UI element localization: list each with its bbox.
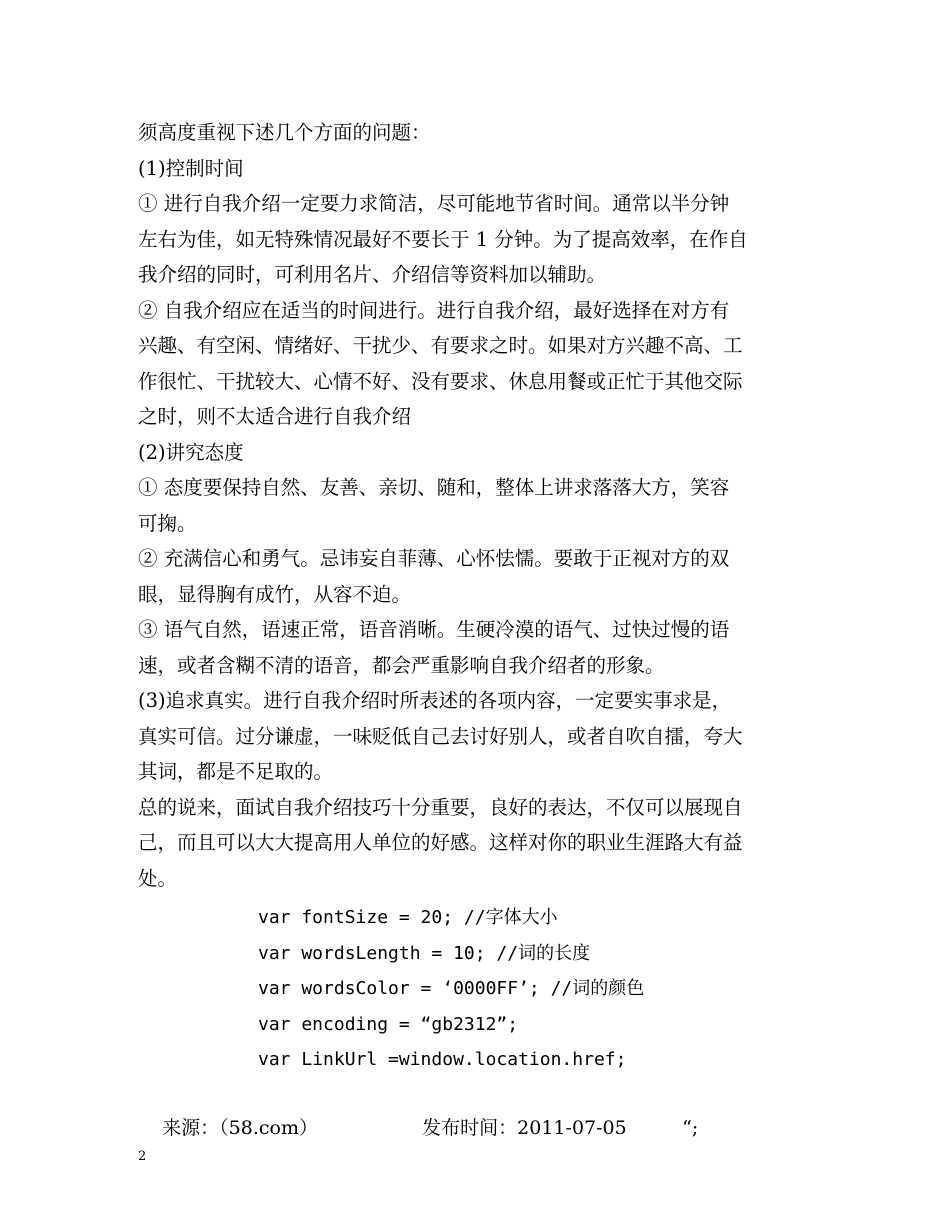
text-line: 左右为佳，如无特殊情况最好不要长于 1 分钟。为了提高效率，在作自 (138, 227, 748, 251)
text-line: 我介绍的同时，可利用名片、介绍信等资料加以辅助。 (138, 263, 607, 286)
text-line: 兴趣、有空闲、情绪好、干扰少、有要求之时。如果对方兴趣不高、工 (138, 334, 743, 357)
text-line: 己，而且可以大大提高用人单位的好感。这样对你的职业生涯路大有益 (138, 831, 743, 854)
text-line: ① 态度要保持自然、友善、亲切、随和，整体上讲求落落大方，笑容 (138, 476, 730, 499)
code-line: var LinkUrl =window.location.href; (258, 1049, 627, 1070)
text-line: 总的说来，面试自我介绍技巧十分重要，良好的表达，不仅可以展现自 (138, 795, 743, 819)
text-line: 须高度重视下述几个方面的问题： (138, 121, 431, 144)
code-line: var fontSize = 20; //字体大小 (258, 907, 558, 928)
body-text (138, 115, 818, 896)
text-line: ② 充满信心和勇气。忌讳妄自菲薄、心怀怯懦。要敢于正视对方的双 (138, 547, 730, 570)
page-number: 2 (138, 1149, 147, 1164)
text-line: 速，或者含糊不清的语音，都会严重影响自我介绍者的形象。 (138, 653, 665, 677)
text-line: 可掬。 (138, 511, 197, 535)
section-heading: (2)讲究态度 (138, 440, 244, 464)
trailing-quote: “; (682, 1117, 699, 1139)
text-line: 真实可信。过分谦虚，一味贬低自己去讨好别人，或者自吹自擂，夸大 (138, 724, 743, 748)
text-line: (3)追求真实。进行自我介绍时所表述的各项内容，一定要实事求是， (138, 689, 732, 712)
text-line: 之时，则不太适合进行自我介绍 (138, 405, 412, 428)
section-heading: (1)控制时间 (138, 156, 244, 180)
source-label: 来源：（58.com） (162, 1117, 318, 1139)
code-block (258, 900, 644, 1078)
text-line: ③ 语气自然，语速正常，语音消晰。生硬冷漠的语气、过快过慢的语 (138, 618, 730, 641)
text-line: 作很忙、干扰较大、心情不好、没有要求、休息用餐或正忙于其他交际 (138, 369, 743, 393)
text-line: 其词，都是不足取的。 (138, 760, 334, 783)
text-line: ② 自我介绍应在适当的时间进行。进行自我介绍，最好选择在对方有 (138, 298, 730, 322)
text-line: 处。 (138, 866, 178, 890)
text-line: 眼，显得胸有成竹，从容不迫。 (138, 582, 412, 606)
source-line (138, 1076, 698, 1181)
text-line: ① 进行自我介绍一定要力求简洁，尽可能地节省时间。通常以半分钟 (138, 192, 730, 215)
code-line: var encoding = “gb2312”; (258, 1013, 519, 1035)
code-line: var wordsLength = 10; //词的长度 (258, 942, 591, 964)
publish-date: 发布时间：2011-07-05 (422, 1117, 627, 1139)
code-line: var wordsColor = ‘0000FF’; //词的颜色 (258, 978, 645, 999)
